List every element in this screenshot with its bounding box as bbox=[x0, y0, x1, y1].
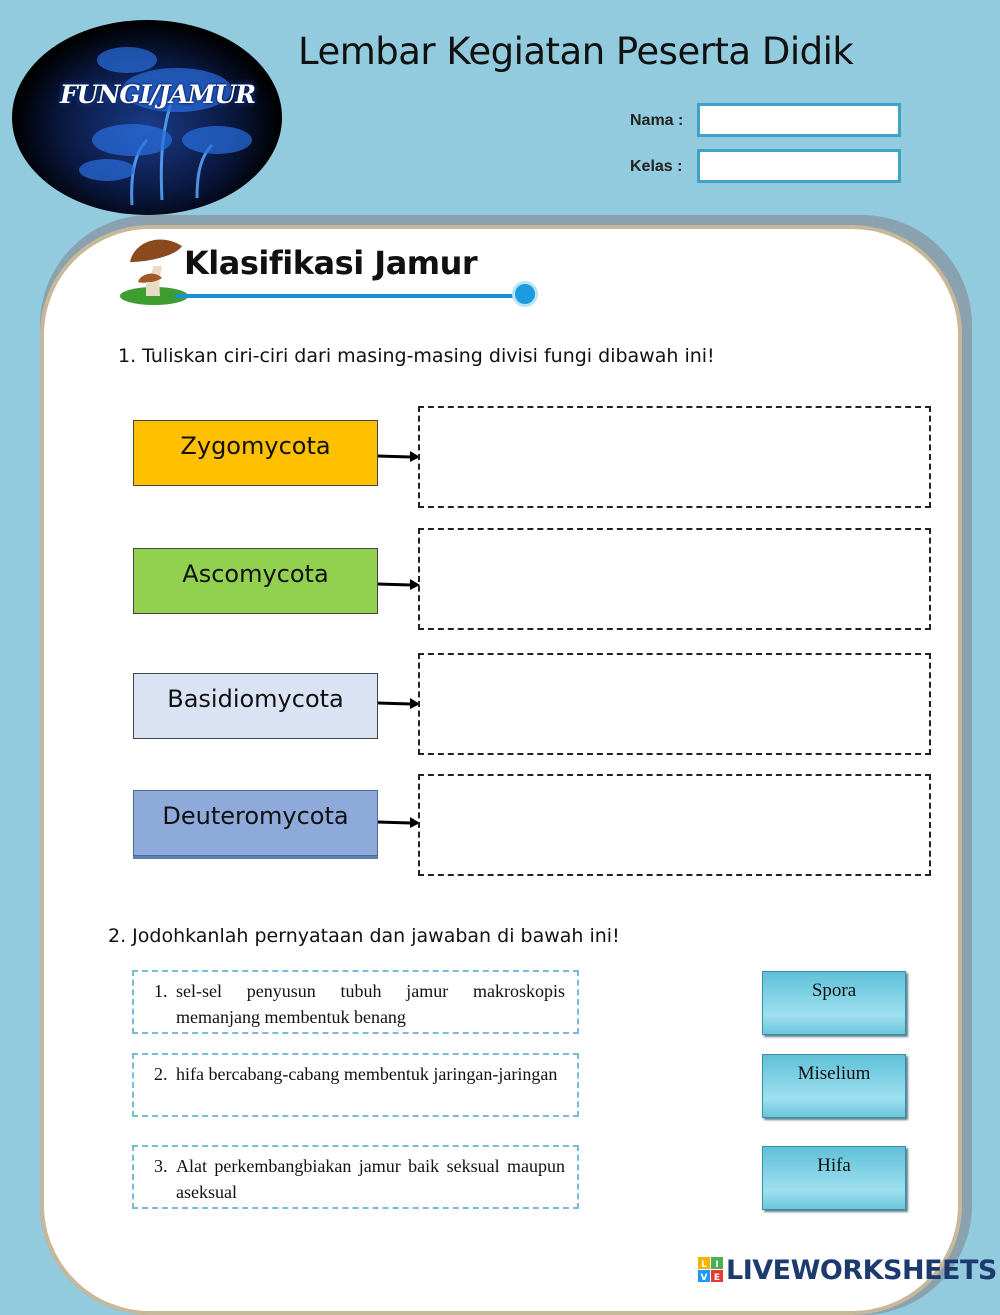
statement-3[interactable] bbox=[132, 1145, 579, 1209]
statement-1[interactable] bbox=[132, 970, 579, 1034]
badge-letter-e: E bbox=[713, 1273, 721, 1283]
statement-text: Alat perkembangbiakan jamur baik seksual maupun aseksual bbox=[176, 1156, 565, 1202]
statement-number: 2. bbox=[154, 1064, 168, 1084]
kelas-input[interactable] bbox=[697, 149, 901, 183]
liveworksheets-badge-icon bbox=[698, 1257, 724, 1283]
liveworksheets-text: LIVEWORKSHEETS bbox=[726, 1254, 997, 1286]
logo-text: FUNGI/JAMUR bbox=[60, 80, 256, 109]
answer-box-zygomycota[interactable] bbox=[418, 406, 931, 508]
answer-hifa[interactable]: Hifa bbox=[762, 1146, 906, 1210]
page-title: Lembar Kegiatan Peserta Didik bbox=[298, 30, 854, 73]
nama-input[interactable] bbox=[697, 103, 901, 137]
badge-letter-i: I bbox=[715, 1260, 719, 1270]
arrow-icon bbox=[378, 450, 420, 462]
fungi-logo bbox=[12, 20, 282, 215]
nama-label: Nama : bbox=[630, 112, 684, 129]
question-2: 2. Jodohkanlah pernyataan dan jawaban di bawah ini! bbox=[108, 925, 620, 947]
statement-number: 1. bbox=[154, 981, 168, 1001]
arrow-icon bbox=[378, 697, 420, 709]
mushroom-glow-icon bbox=[12, 20, 282, 215]
title-dot bbox=[512, 281, 538, 307]
answer-box-deuteromycota[interactable] bbox=[418, 774, 931, 876]
answer-miselium[interactable]: Miselium bbox=[762, 1054, 906, 1118]
statement-text: sel-sel penyusun tubuh jamur makroskopis memanjang membentuk benang bbox=[176, 981, 565, 1027]
section-title: Klasifikasi Jamur bbox=[184, 244, 478, 282]
statement-number: 3. bbox=[154, 1156, 168, 1176]
answer-box-ascomycota[interactable] bbox=[418, 528, 931, 630]
kelas-label: Kelas : bbox=[630, 158, 683, 175]
question-1: 1. Tuliskan ciri-ciri dari masing-masing divisi fungi dibawah ini! bbox=[118, 345, 715, 367]
badge-letter-v: V bbox=[700, 1273, 708, 1283]
division-ascomycota: Ascomycota bbox=[133, 548, 378, 614]
badge-letter-l: L bbox=[701, 1260, 707, 1270]
division-basidiomycota: Basidiomycota bbox=[133, 673, 378, 739]
answer-box-basidiomycota[interactable] bbox=[418, 653, 931, 755]
arrow-icon bbox=[378, 578, 420, 590]
division-deuteromycota: Deuteromycota bbox=[133, 790, 378, 856]
arrow-icon bbox=[378, 816, 420, 828]
liveworksheets-logo bbox=[698, 1255, 997, 1285]
statement-2[interactable] bbox=[132, 1053, 579, 1117]
answer-spora[interactable]: Spora bbox=[762, 971, 906, 1035]
title-underline bbox=[175, 294, 520, 298]
division-zygomycota: Zygomycota bbox=[133, 420, 378, 486]
statement-text: hifa bercabang-cabang membentuk jaringan-jaringan bbox=[176, 1064, 558, 1084]
